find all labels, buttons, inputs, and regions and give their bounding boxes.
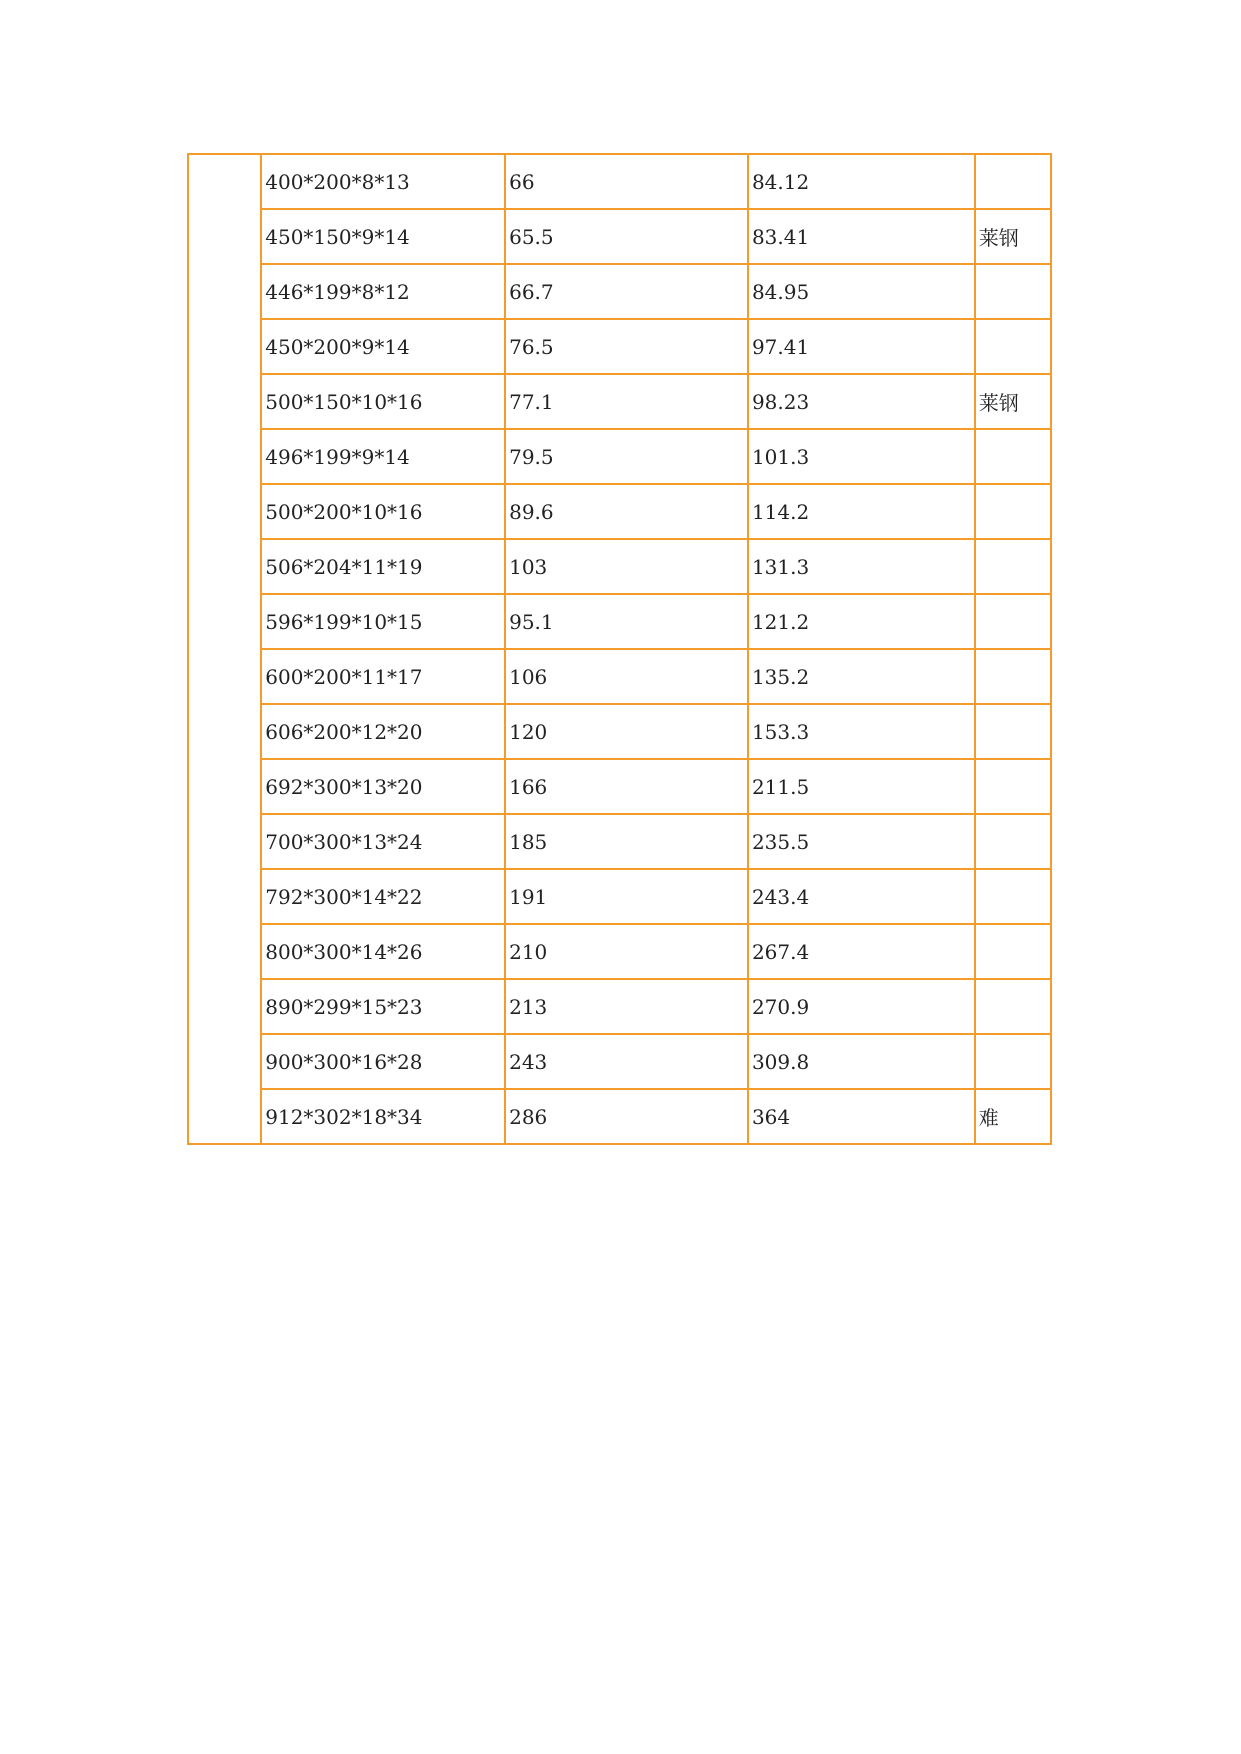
table-row — [188, 594, 1051, 649]
table-row — [188, 429, 1051, 484]
area-cell: 121.2 — [748, 594, 975, 649]
weight-cell: 77.1 — [505, 374, 748, 429]
category-cell-merged — [188, 154, 261, 1144]
note-cell — [975, 869, 1051, 924]
spec-cell: 496*199*9*14 — [261, 429, 505, 484]
table-row — [188, 924, 1051, 979]
area-cell: 114.2 — [748, 484, 975, 539]
area-cell: 131.3 — [748, 539, 975, 594]
note-cell — [975, 924, 1051, 979]
note-cell: 莱钢 — [975, 209, 1051, 264]
area-cell: 84.95 — [748, 264, 975, 319]
weight-cell: 66 — [505, 154, 748, 209]
table-row — [188, 704, 1051, 759]
weight-cell: 191 — [505, 869, 748, 924]
note-cell — [975, 484, 1051, 539]
h-beam-spec-table — [187, 153, 1052, 1145]
table-row — [188, 319, 1051, 374]
note-cell: 难 — [975, 1089, 1051, 1144]
table-row — [188, 979, 1051, 1034]
weight-cell: 95.1 — [505, 594, 748, 649]
table-row — [188, 484, 1051, 539]
note-cell — [975, 759, 1051, 814]
table-row — [188, 869, 1051, 924]
table-row — [188, 649, 1051, 704]
weight-cell: 120 — [505, 704, 748, 759]
area-cell: 98.23 — [748, 374, 975, 429]
note-cell — [975, 594, 1051, 649]
table-row — [188, 154, 1051, 209]
spec-cell: 506*204*11*19 — [261, 539, 505, 594]
note-cell — [975, 264, 1051, 319]
spec-cell: 606*200*12*20 — [261, 704, 505, 759]
note-cell — [975, 319, 1051, 374]
area-cell: 84.12 — [748, 154, 975, 209]
area-cell: 270.9 — [748, 979, 975, 1034]
table-row — [188, 374, 1051, 429]
area-cell: 309.8 — [748, 1034, 975, 1089]
weight-cell: 103 — [505, 539, 748, 594]
spec-cell: 692*300*13*20 — [261, 759, 505, 814]
table-row — [188, 264, 1051, 319]
spec-cell: 500*150*10*16 — [261, 374, 505, 429]
area-cell: 97.41 — [748, 319, 975, 374]
table-row — [188, 209, 1051, 264]
note-cell — [975, 1034, 1051, 1089]
note-cell — [975, 649, 1051, 704]
table-row — [188, 1034, 1051, 1089]
area-cell: 211.5 — [748, 759, 975, 814]
note-cell — [975, 704, 1051, 759]
spec-cell: 890*299*15*23 — [261, 979, 505, 1034]
note-cell — [975, 539, 1051, 594]
note-cell — [975, 979, 1051, 1034]
weight-cell: 213 — [505, 979, 748, 1034]
area-cell: 364 — [748, 1089, 975, 1144]
spec-cell: 450*150*9*14 — [261, 209, 505, 264]
note-cell: 莱钢 — [975, 374, 1051, 429]
note-cell — [975, 429, 1051, 484]
spec-cell: 500*200*10*16 — [261, 484, 505, 539]
weight-cell: 76.5 — [505, 319, 748, 374]
weight-cell: 89.6 — [505, 484, 748, 539]
note-cell — [975, 154, 1051, 209]
spec-cell: 600*200*11*17 — [261, 649, 505, 704]
weight-cell: 66.7 — [505, 264, 748, 319]
area-cell: 83.41 — [748, 209, 975, 264]
area-cell: 235.5 — [748, 814, 975, 869]
area-cell: 153.3 — [748, 704, 975, 759]
weight-cell: 65.5 — [505, 209, 748, 264]
area-cell: 267.4 — [748, 924, 975, 979]
weight-cell: 210 — [505, 924, 748, 979]
spec-cell: 700*300*13*24 — [261, 814, 505, 869]
weight-cell: 79.5 — [505, 429, 748, 484]
weight-cell: 243 — [505, 1034, 748, 1089]
table-body — [188, 154, 1051, 1144]
note-cell — [975, 814, 1051, 869]
table-row — [188, 759, 1051, 814]
weight-cell: 185 — [505, 814, 748, 869]
table-row — [188, 1089, 1051, 1144]
weight-cell: 166 — [505, 759, 748, 814]
spec-cell: 792*300*14*22 — [261, 869, 505, 924]
weight-cell: 286 — [505, 1089, 748, 1144]
spec-cell: 400*200*8*13 — [261, 154, 505, 209]
table-row — [188, 539, 1051, 594]
spec-cell: 596*199*10*15 — [261, 594, 505, 649]
spec-cell: 912*302*18*34 — [261, 1089, 505, 1144]
weight-cell: 106 — [505, 649, 748, 704]
area-cell: 135.2 — [748, 649, 975, 704]
spec-cell: 900*300*16*28 — [261, 1034, 505, 1089]
table-row — [188, 814, 1051, 869]
spec-cell: 800*300*14*26 — [261, 924, 505, 979]
spec-cell: 446*199*8*12 — [261, 264, 505, 319]
spec-cell: 450*200*9*14 — [261, 319, 505, 374]
area-cell: 101.3 — [748, 429, 975, 484]
area-cell: 243.4 — [748, 869, 975, 924]
